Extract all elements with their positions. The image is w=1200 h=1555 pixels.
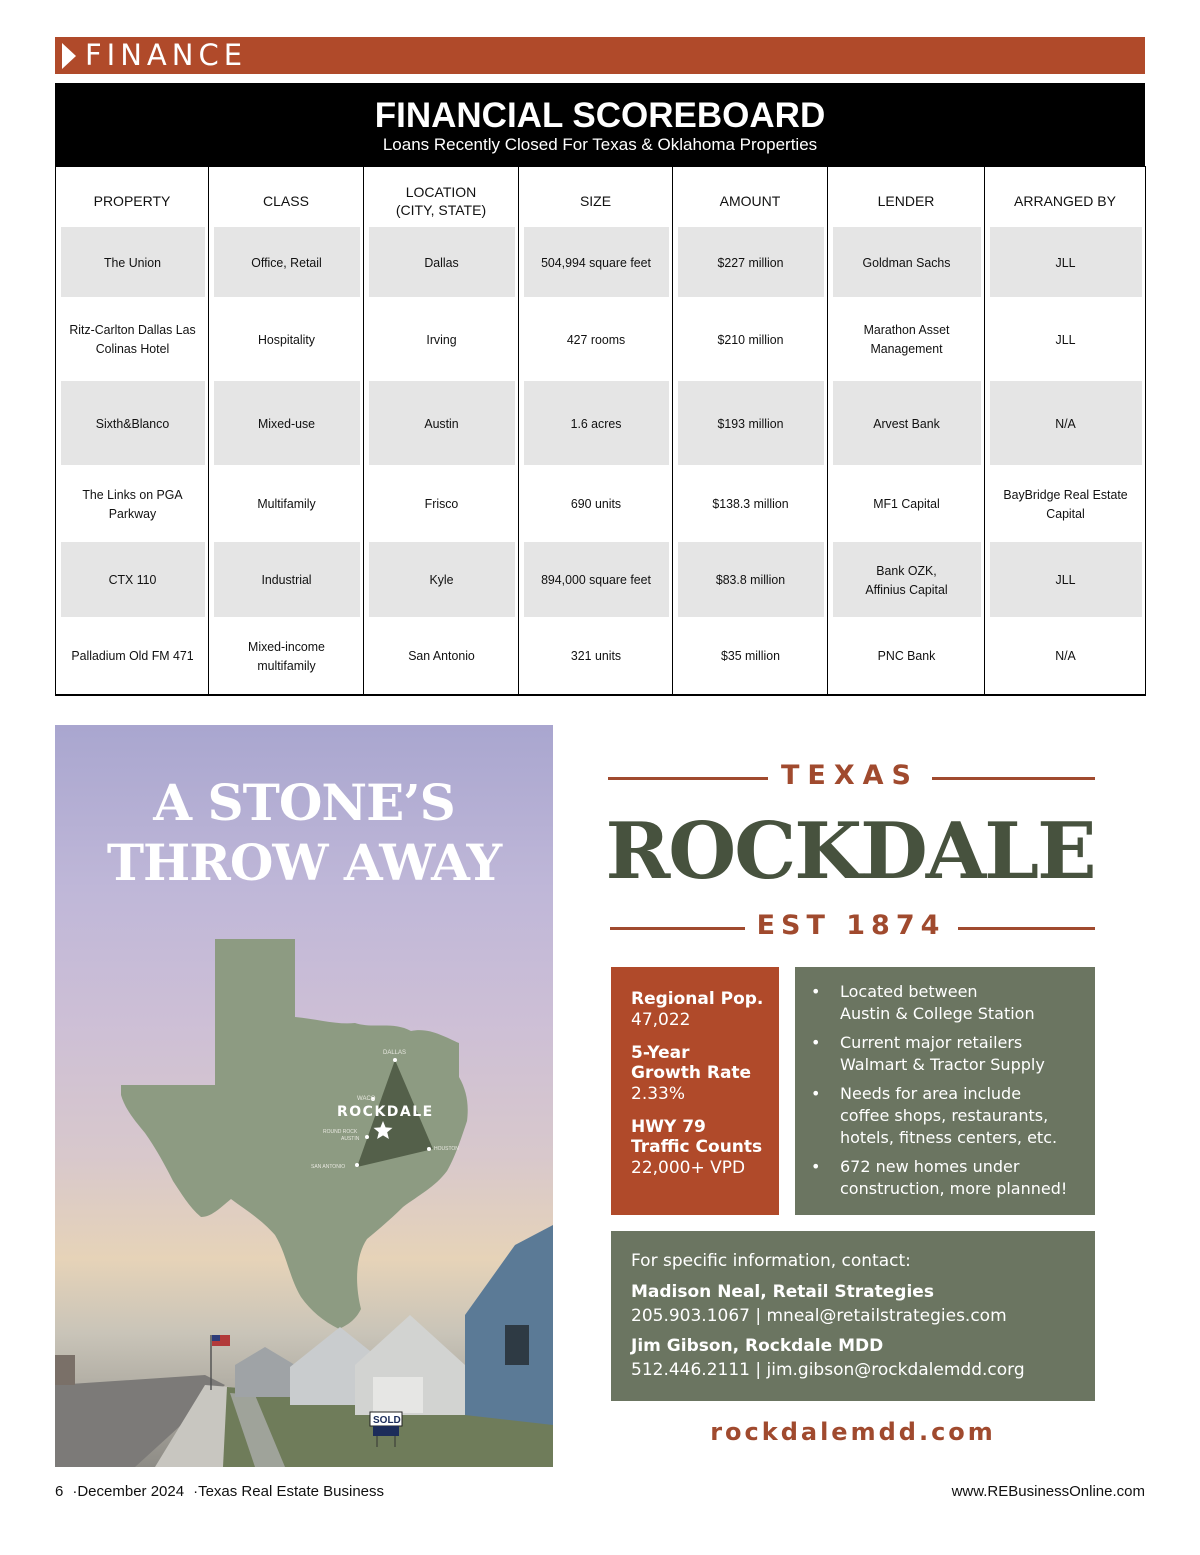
scoreboard-title: FINANCIAL SCOREBOARD bbox=[374, 96, 826, 135]
table-cell: The Links on PGA Parkway bbox=[59, 465, 204, 542]
table-cell: Mixed-income multifamily bbox=[212, 617, 359, 695]
stat-label: HWY 79 Traffic Counts bbox=[631, 1117, 763, 1157]
table-cell: Palladium Old FM 471 bbox=[59, 617, 204, 695]
table-cell: $138.3 million bbox=[676, 465, 823, 542]
table-cell: Hospitality bbox=[212, 297, 359, 381]
divider-line bbox=[932, 777, 1095, 780]
brand-name: ROCKDALE bbox=[605, 806, 1095, 897]
contact-info[interactable]: 512.446.2111 | jim.gibson@rockdalemdd.corg bbox=[631, 1360, 1025, 1380]
table-cell: Dallas bbox=[367, 227, 514, 297]
stat-label: Regional Pop. bbox=[631, 989, 764, 1009]
table-cell: Office, Retail bbox=[212, 227, 359, 297]
house bbox=[235, 1347, 295, 1397]
table-row bbox=[56, 381, 1146, 465]
contact-intro: For specific information, contact: bbox=[631, 1251, 911, 1271]
headline-line-1: A STONE’S bbox=[153, 773, 455, 832]
loans-table bbox=[55, 166, 1146, 696]
feature-bullet: • 672 new homes under construction, more planned! bbox=[811, 1156, 1085, 1200]
table-cell: Ritz-Carlton Dallas Las Colinas Hotel bbox=[59, 297, 204, 381]
table-cell: $193 million bbox=[676, 381, 823, 465]
column-header: CLASS bbox=[209, 167, 364, 228]
map-label-houston: HOUSTON bbox=[434, 1146, 459, 1152]
table-cell: MF1 Capital bbox=[831, 465, 980, 542]
table-cell: $210 million bbox=[676, 297, 823, 381]
column-header: ARRANGED BY bbox=[985, 167, 1146, 228]
stat-label: 5-Year Growth Rate bbox=[631, 1043, 752, 1083]
page-number: 6 bbox=[55, 1483, 64, 1500]
map-label-round-rock: ROUND ROCK bbox=[323, 1129, 358, 1135]
features-box bbox=[795, 967, 1095, 1215]
table-cell: Austin bbox=[367, 381, 514, 465]
table-cell: 894,000 square feet bbox=[522, 542, 668, 617]
headline-line-2: THROW AWAY bbox=[106, 833, 502, 892]
financial-scoreboard bbox=[55, 83, 1145, 696]
table-cell: BayBridge Real Estate Capital bbox=[989, 465, 1142, 542]
map-label-waco: WACO bbox=[357, 1096, 376, 1102]
divider-line bbox=[958, 927, 1095, 930]
ad-photo bbox=[55, 725, 553, 1467]
table-cell: 504,994 square feet bbox=[522, 227, 668, 297]
table-cell: Mixed-use bbox=[212, 381, 359, 465]
section-banner bbox=[55, 37, 1145, 74]
table-cell: San Antonio bbox=[367, 617, 514, 695]
table-cell: The Union bbox=[59, 227, 204, 297]
issue-date: December 2024 bbox=[77, 1483, 185, 1500]
table-cell: Industrial bbox=[212, 542, 359, 617]
table-cell: 321 units bbox=[522, 617, 668, 695]
stat-value: 22,000+ VPD bbox=[631, 1158, 746, 1178]
publication-name: Texas Real Estate Business bbox=[198, 1483, 385, 1500]
map-label-rockdale: ROCKDALE bbox=[337, 1104, 434, 1120]
table-header-row bbox=[56, 167, 1146, 228]
map-label-dallas: DALLAS bbox=[383, 1050, 407, 1056]
table-row bbox=[56, 542, 1146, 617]
ad-website-link[interactable]: rockdalemdd.com bbox=[710, 1418, 996, 1446]
stat-value: 47,022 bbox=[631, 1010, 691, 1030]
ad-headline bbox=[55, 773, 553, 893]
table-row bbox=[56, 465, 1146, 542]
table-cell: 1.6 acres bbox=[522, 381, 668, 465]
section-label: FINANCE bbox=[85, 38, 248, 72]
table-cell: Irving bbox=[367, 297, 514, 381]
brand-state: TEXAS bbox=[780, 760, 920, 791]
table-cell: Kyle bbox=[367, 542, 514, 617]
divider-line bbox=[608, 777, 768, 780]
table-cell: CTX 110 bbox=[59, 542, 204, 617]
column-header: LENDER bbox=[828, 167, 985, 228]
column-header: LOCATION (CITY, STATE) bbox=[364, 167, 519, 228]
stats-box bbox=[611, 967, 779, 1215]
table-cell: Marathon Asset Management bbox=[831, 297, 980, 381]
table-cell: Bank OZK, Affinius Capital bbox=[831, 542, 980, 617]
stat-value: 2.33% bbox=[631, 1084, 686, 1104]
table-cell: $35 million bbox=[676, 617, 823, 695]
scoreboard-subtitle: Loans Recently Closed For Texas & Oklahoma Properties bbox=[382, 135, 818, 154]
table-cell: Arvest Bank bbox=[831, 381, 980, 465]
table-cell: JLL bbox=[989, 297, 1142, 381]
table-row bbox=[56, 297, 1146, 381]
table-cell: JLL bbox=[989, 227, 1142, 297]
feature-bullet: • Needs for area include coffee shops, restaurants, hotels, fitness centers, etc. bbox=[811, 1083, 1085, 1149]
table-cell: PNC Bank bbox=[831, 617, 980, 695]
table-cell: Multifamily bbox=[212, 465, 359, 542]
map-label-san-antonio: SAN ANTONIO bbox=[311, 1164, 346, 1170]
table-cell: $227 million bbox=[676, 227, 823, 297]
table-cell: Sixth&Blanco bbox=[59, 381, 204, 465]
table-row bbox=[56, 227, 1146, 297]
footer-website-link[interactable]: www.REBusinessOnline.com bbox=[951, 1483, 1145, 1500]
sold-sign-label: SOLD bbox=[373, 1415, 401, 1426]
contact-name: Jim Gibson, Rockdale MDD bbox=[631, 1336, 884, 1356]
window bbox=[505, 1325, 529, 1365]
table-cell: Frisco bbox=[367, 465, 514, 542]
brand-established: EST 1874 bbox=[756, 910, 946, 941]
page-footer: 6 ·December 2024 ·Texas Real Estate Business www.REBusinessOnline.com bbox=[55, 1483, 1145, 1500]
table-cell: Goldman Sachs bbox=[831, 227, 980, 297]
column-header: PROPERTY bbox=[56, 167, 209, 228]
scoreboard-header bbox=[55, 83, 1145, 166]
map-label-austin: AUSTIN bbox=[341, 1136, 360, 1142]
contact-name: Madison Neal, Retail Strategies bbox=[631, 1282, 934, 1302]
column-header: SIZE bbox=[519, 167, 673, 228]
feature-bullet: • Located between Austin & College Station bbox=[811, 981, 1085, 1025]
play-arrow-icon bbox=[62, 43, 76, 69]
table-row bbox=[56, 617, 1146, 695]
table-cell: N/A bbox=[989, 381, 1142, 465]
garage-door bbox=[373, 1377, 423, 1413]
table-cell: $83.8 million bbox=[676, 542, 823, 617]
table-cell: N/A bbox=[989, 617, 1142, 695]
column-header: AMOUNT bbox=[673, 167, 828, 228]
feature-bullet: • Current major retailers Walmart & Tractor Supply bbox=[811, 1032, 1085, 1076]
table-cell: 427 rooms bbox=[522, 297, 668, 381]
table-cell: 690 units bbox=[522, 465, 668, 542]
contact-info[interactable]: 205.903.1067 | mneal@retailstrategies.com bbox=[631, 1306, 1007, 1326]
divider-line bbox=[610, 927, 745, 930]
table-cell: JLL bbox=[989, 542, 1142, 617]
contact-box bbox=[611, 1231, 1095, 1401]
